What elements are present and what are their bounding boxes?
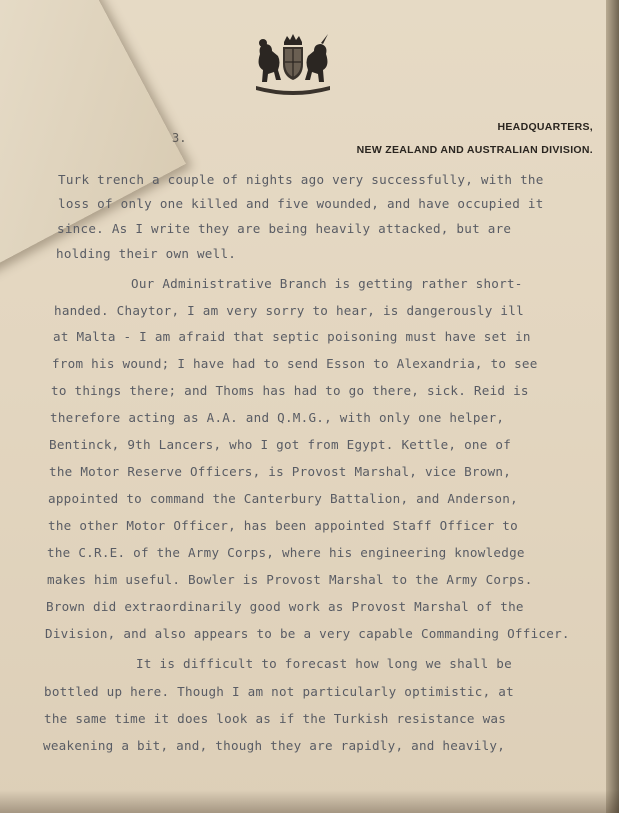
body-line: Division, and also appears to be a very capable Commanding Officer.	[45, 626, 570, 641]
page-number: 3.	[172, 131, 187, 145]
body-line: since. As I write they are being heavily attacked, but are	[57, 221, 512, 236]
body-line: at Malta - I am afraid that septic poisoning must have set in	[53, 329, 531, 344]
body-line: Turk trench a couple of nights ago very successfully, with the	[58, 172, 544, 187]
body-line: the same time it does look as if the Turkish resistance was	[44, 711, 507, 726]
body-line: from his wound; I have had to send Esson to Alexandria, to see	[52, 356, 538, 371]
body-line: handed. Chaytor, I am very sorry to hear, is dangerously ill	[54, 303, 524, 318]
body-line: Bentinck, 9th Lancers, who I got from Egypt. Kettle, one of	[49, 437, 512, 452]
page-edge	[606, 0, 619, 813]
body-line: the C.R.E. of the Army Corps, where his engineering knowledge	[47, 545, 525, 560]
body-line: holding their own well.	[56, 246, 237, 261]
body-line: loss of only one killed and five wounded, and have occupied it	[58, 196, 544, 211]
letterhead-line-1: HEADQUARTERS,	[497, 121, 593, 133]
body-line: therefore acting as A.A. and Q.M.G., with only one helper,	[50, 410, 505, 425]
body-line: makes him useful. Bowler is Provost Marshal to the Army Corps.	[47, 572, 533, 587]
body-line: the Motor Reserve Officers, is Provost Marshal, vice Brown,	[49, 464, 512, 479]
body-line: Brown did extraordinarily good work as Provost Marshal of the	[46, 599, 524, 614]
body-line: Our Administrative Branch is getting rather short-	[131, 276, 523, 291]
body-line: weakening a bit, and, though they are rapidly, and heavily,	[43, 738, 506, 753]
body-line: appointed to command the Canterbury Battalion, and Anderson,	[48, 491, 518, 506]
body-line: the other Motor Officer, has been appointed Staff Officer to	[48, 518, 518, 533]
letterhead-line-2: NEW ZEALAND AND AUSTRALIAN DIVISION.	[356, 144, 593, 156]
body-line: to things there; and Thoms has had to go there, sick. Reid is	[51, 383, 529, 398]
body-line: It is difficult to forecast how long we shall be	[136, 656, 512, 671]
royal-coat-of-arms-icon	[248, 32, 338, 96]
page-bottom-shadow	[0, 790, 619, 813]
body-line: bottled up here. Though I am not particularly optimistic, at	[44, 684, 514, 699]
